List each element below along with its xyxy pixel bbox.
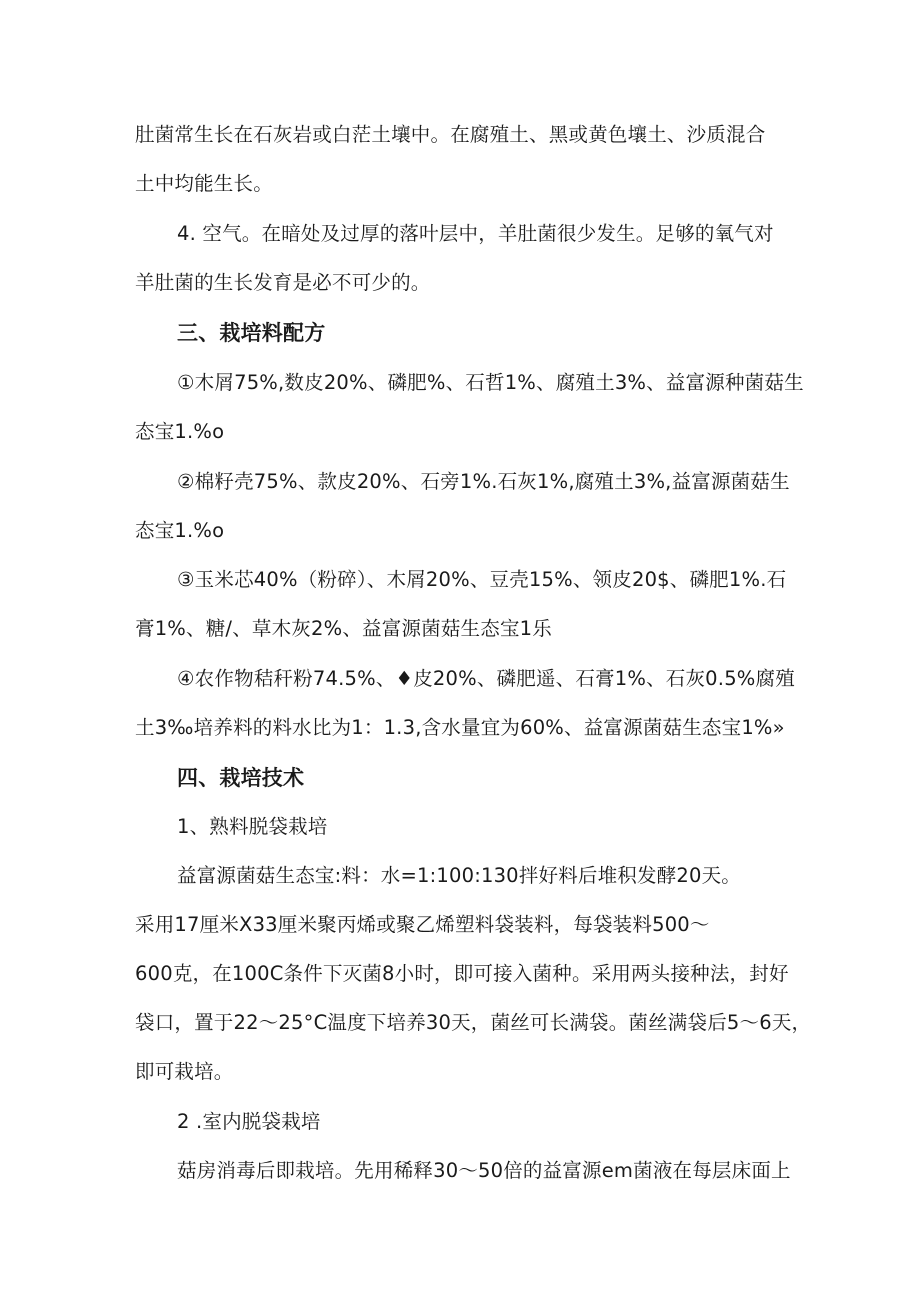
section-heading-formula: 三、栽培料配方 xyxy=(177,321,326,345)
paragraph-line: 600克，在100C条件下灭菌8小时，即可接入菌种。采用两头接种法，封好 xyxy=(135,962,789,985)
formula-3-line-1: ③玉米芯40%（粉碎）、木屑20%、豆壳15%、领皮20$、磷肥1%.石 xyxy=(177,568,787,591)
paragraph-line: 肚菌常生长在石灰岩或白茫土壤中。在腐殖土、黑或黄色壤土、沙质混合 xyxy=(135,123,766,146)
paragraph-line: 土中均能生长。 xyxy=(135,172,273,195)
paragraph-line: 益富源菌菇生态宝:料：水=1:100:130拌好料后堆积发酵20天。 xyxy=(177,864,742,887)
paragraph-line: 袋口，置于22～25°C温度下培养30天，菌丝可长满袋。菌丝满袋后5～6天， xyxy=(135,1011,812,1034)
subsection-title-2: 2 .室内脱袋栽培 xyxy=(177,1110,321,1133)
paragraph-line: 菇房消毒后即栽培。先用稀释30～50倍的益富源em菌液在每层床面上 xyxy=(177,1159,791,1182)
paragraph-line: 4. 空气。在暗处及过厚的落叶层中，羊肚菌很少发生。足够的氧气对 xyxy=(177,222,774,245)
formula-1-line-2: 态宝1.%o xyxy=(135,420,225,443)
formula-1-line-1: ①木屑75%,数皮20%、磷肥%、石哲1%、腐殖土3%、益富源种菌菇生 xyxy=(177,371,804,394)
formula-2-line-1: ②棉籽壳75%、款皮20%、石旁1%.石灰1%,腐殖土3%,益富源菌菇生 xyxy=(177,470,790,493)
paragraph-line: 即可栽培。 xyxy=(135,1060,234,1083)
formula-3-line-2: 膏1%、糖/、草木灰2%、益富源菌菇生态宝1乐 xyxy=(135,617,552,640)
formula-4-line-1: ④农作物秸秆粉74.5%、♦皮20%、磷肥遥、石膏1%、石灰0.5%腐殖 xyxy=(177,667,795,690)
subsection-title-1: 1、熟料脱袋栽培 xyxy=(177,815,328,838)
section-heading-technique: 四、栽培技术 xyxy=(177,766,305,790)
formula-4-line-2: 土3‰培养料的料水比为1：1.3,含水量宜为60%、益富源菌菇生态宝1%» xyxy=(135,716,785,739)
paragraph-line: 采用17厘米X33厘米聚丙烯或聚乙烯塑料袋装料，每袋装料500～ xyxy=(135,913,710,936)
paragraph-line: 羊肚菌的生长发育是必不可少的。 xyxy=(135,271,431,294)
formula-2-line-2: 态宝1.%o xyxy=(135,519,225,542)
